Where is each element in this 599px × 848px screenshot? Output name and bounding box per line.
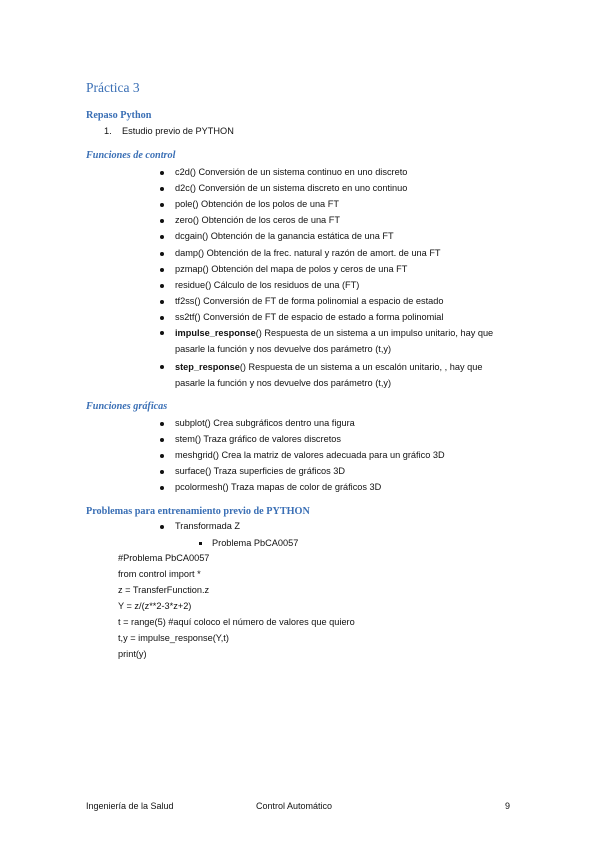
bullet xyxy=(160,331,164,335)
control-function-item: damp() Obtención de la frec. natural y razón de amort. de una FT xyxy=(175,247,441,258)
square-bullet xyxy=(199,542,202,545)
function-name: impulse_response xyxy=(175,328,256,338)
bullet xyxy=(160,219,164,223)
control-function-item: residue() Cálculo de los residuos de una (FT) xyxy=(175,279,360,290)
control-function-item: dcgain() Obtención de la ganancia estática de una FT xyxy=(175,231,394,242)
page-heading: Práctica 3 xyxy=(86,80,140,95)
bullet xyxy=(160,470,164,474)
page-number: 9 xyxy=(505,801,511,811)
graphics-function-item: pcolormesh() Traza mapas de color de gráficos 3D xyxy=(175,482,382,493)
control-function-item: ss2tf() Conversión de FT de espacio de estado a forma polinomial xyxy=(175,311,444,322)
code-line: #Problema PbCA0057 xyxy=(118,553,210,563)
numbered-item-number: 1. xyxy=(104,126,112,136)
control-function-item: pzmap() Obtención del mapa de polos y ceros de una FT xyxy=(175,263,408,274)
bullet xyxy=(160,252,164,256)
code-line: z = TransferFunction.z xyxy=(118,585,210,595)
control-function-item: d2c() Conversión de un sistema discreto en uno continuo xyxy=(175,183,408,194)
graphics-function-item: surface() Traza superficies de gráficos 3D xyxy=(175,466,346,477)
function-description: () Respuesta de un sistema a un escalón unitario, , hay que pasarle la función y nos devuelve dos parámetro (t,y) xyxy=(175,362,483,388)
bullet xyxy=(160,438,164,442)
code-line: t,y = impulse_response(Y,t) xyxy=(118,633,229,643)
code-line: from control import * xyxy=(118,569,201,579)
numbered-item-text: Estudio previo de PYTHON xyxy=(122,126,234,136)
bullet xyxy=(160,486,164,490)
control-function-item: pole() Obtención de los polos de una FT xyxy=(175,199,339,210)
control-function-item: zero() Obtención de los ceros de una FT xyxy=(175,215,340,226)
control-function-item: c2d() Conversión de un sistema continuo en uno discreto xyxy=(175,167,408,177)
bullet xyxy=(160,187,164,191)
section-title-control: Funciones de control xyxy=(86,150,176,161)
graphics-function-item: subplot() Crea subgráficos dentro una figura xyxy=(175,418,355,428)
footer-center: Control Automático xyxy=(256,801,333,811)
code-line: t = range(5) #aquí coloco el número de valores que quiero xyxy=(118,617,355,627)
bullet xyxy=(160,171,164,175)
bullet xyxy=(160,284,164,288)
sub-list-item-problema: Problema PbCA0057 xyxy=(212,538,299,548)
bullet xyxy=(160,316,164,320)
graphics-function-item: stem() Traza gráfico de valores discretos xyxy=(175,434,341,445)
list-item-impulse-response xyxy=(175,325,515,357)
function-name: step_response xyxy=(175,362,240,372)
list-item-transformada-z: Transformada Z xyxy=(175,521,241,531)
bullet xyxy=(160,268,164,272)
bullet xyxy=(160,300,164,304)
bullet xyxy=(160,203,164,207)
bullet xyxy=(160,235,164,239)
code-line: Y = z/(z**2-3*z+2) xyxy=(118,601,192,611)
function-description: () Respuesta de un sistema a un impulso unitario, hay que pasarle la función y nos devuelve dos parámetro (t,y) xyxy=(175,328,494,354)
section-title-problemas: Problemas para entrenamiento previo de PYTHON xyxy=(86,506,310,517)
code-line: print(y) xyxy=(118,649,147,659)
bullet xyxy=(160,422,164,426)
section-title-graficas: Funciones gráficas xyxy=(86,401,168,412)
control-function-item: tf2ss() Conversión de FT de forma polinomial a espacio de estado xyxy=(175,295,444,306)
section-title-repaso: Repaso Python xyxy=(86,110,152,121)
bullet xyxy=(160,525,164,529)
bullet xyxy=(160,454,164,458)
graphics-function-item: meshgrid() Crea la matriz de valores adecuada para un gráfico 3D xyxy=(175,450,445,461)
list-item-step-response xyxy=(175,359,515,391)
footer-left: Ingeniería de la Salud xyxy=(86,801,174,811)
bullet xyxy=(160,365,164,369)
